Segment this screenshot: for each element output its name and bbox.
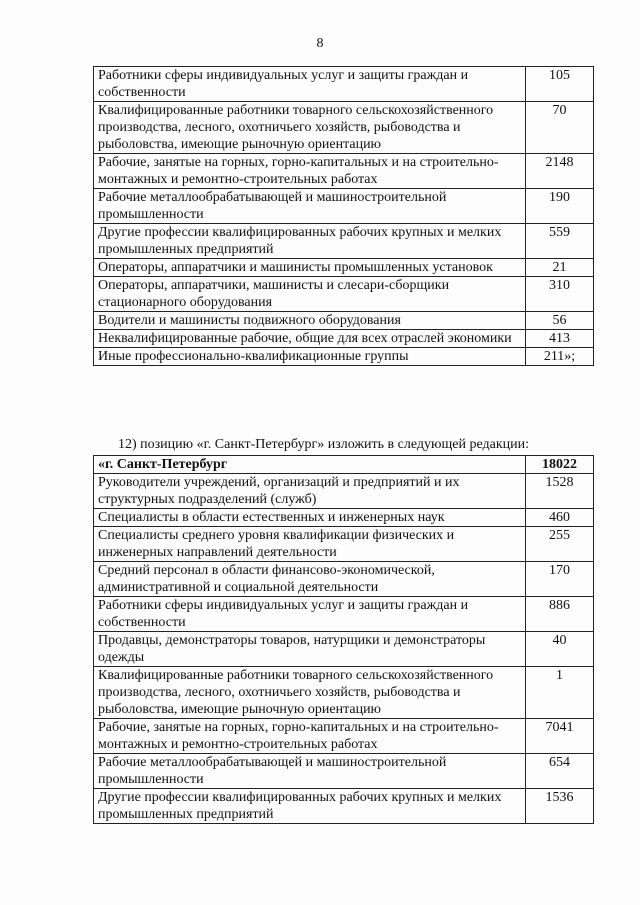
table-row: [94, 348, 594, 366]
row-value: 70: [526, 102, 594, 154]
row-label: Рабочие металлообрабатывающей и машиностроительной промышленности: [94, 189, 526, 224]
row-value: 460: [526, 509, 594, 527]
region-total: 18022: [526, 456, 594, 474]
row-value: 211»;: [526, 348, 594, 366]
table-row: [94, 102, 594, 154]
row-value: 40: [526, 632, 594, 667]
amendment-intro-text: 12) позицию «г. Санкт-Петербург» изложить в следующей редакции:: [118, 437, 529, 452]
table-row: [94, 719, 594, 754]
row-value: 170: [526, 562, 594, 597]
table-row: [94, 312, 594, 330]
table-row: [94, 67, 594, 102]
table-row: [94, 597, 594, 632]
table-row: [94, 562, 594, 597]
table-row: [94, 474, 594, 509]
row-label: Водители и машинисты подвижного оборудования: [94, 312, 526, 330]
page-number: 8: [316, 36, 324, 51]
row-label: Операторы, аппаратчики и машинисты промышленных установок: [94, 259, 526, 277]
table-row: [94, 224, 594, 259]
row-label: Продавцы, демонстраторы товаров, натурщики и демонстраторы одежды: [94, 632, 526, 667]
row-value: 105: [526, 67, 594, 102]
row-label: Квалифицированные работники товарного сельскохозяйственного производства, лесного, охотничьего хозяйств, рыбоводства и рыболовства, имеющие рыночную ориентацию: [94, 667, 526, 719]
row-value: 21: [526, 259, 594, 277]
row-value: 886: [526, 597, 594, 632]
table-row: [94, 667, 594, 719]
row-label: Работники сферы индивидуальных услуг и защиты граждан и собственности: [94, 67, 526, 102]
table-row: [94, 330, 594, 348]
table-row: [94, 259, 594, 277]
table-row: [94, 632, 594, 667]
row-label: Специалисты в области естественных и инженерных наук: [94, 509, 526, 527]
row-label: Другие профессии квалифицированных рабочих крупных и мелких промышленных предприятий: [94, 224, 526, 259]
row-label: Операторы, аппаратчики, машинисты и слесари-сборщики стационарного оборудования: [94, 277, 526, 312]
row-value: 56: [526, 312, 594, 330]
row-label: Рабочие металлообрабатывающей и машиностроительной промышленности: [94, 754, 526, 789]
row-label: Иные профессионально-квалификационные группы: [94, 348, 526, 366]
row-label: Средний персонал в области финансово-экономической, административной и социальной деятельности: [94, 562, 526, 597]
row-value: 1528: [526, 474, 594, 509]
row-value: 2148: [526, 154, 594, 189]
row-label: Неквалифицированные рабочие, общие для всех отраслей экономики: [94, 330, 526, 348]
row-label: Специалисты среднего уровня квалификации физических и инженерных направлений деятельности: [94, 527, 526, 562]
table-row: [94, 754, 594, 789]
table-row: [94, 154, 594, 189]
table-row: [94, 189, 594, 224]
row-value: 413: [526, 330, 594, 348]
table-header-row: [94, 456, 594, 474]
row-label: Квалифицированные работники товарного сельскохозяйственного производства, лесного, охотничьего хозяйств, рыбоводства и рыболовства, имеющие рыночную ориентацию: [94, 102, 526, 154]
row-label: Работники сферы индивидуальных услуг и защиты граждан и собственности: [94, 597, 526, 632]
row-label: Руководители учреждений, организаций и предприятий и их структурных подразделений (служб): [94, 474, 526, 509]
row-value: 559: [526, 224, 594, 259]
row-value: 654: [526, 754, 594, 789]
table-row: [94, 277, 594, 312]
row-value: 1: [526, 667, 594, 719]
table-row: [94, 509, 594, 527]
saint-petersburg-table: [93, 455, 594, 824]
row-label: Рабочие, занятые на горных, горно-капитальных и на строительно-монтажных и ремонтно-строительных работах: [94, 154, 526, 189]
occupations-table-continued: [93, 66, 594, 366]
row-value: 190: [526, 189, 594, 224]
row-value: 7041: [526, 719, 594, 754]
row-label: Другие профессии квалифицированных рабочих крупных и мелких промышленных предприятий: [94, 789, 526, 824]
region-name: «г. Санкт-Петербург: [94, 456, 526, 474]
row-value: 1536: [526, 789, 594, 824]
row-value: 310: [526, 277, 594, 312]
row-value: 255: [526, 527, 594, 562]
table-row: [94, 527, 594, 562]
table-row: [94, 789, 594, 824]
row-label: Рабочие, занятые на горных, горно-капитальных и на строительно-монтажных и ремонтно-строительных работах: [94, 719, 526, 754]
